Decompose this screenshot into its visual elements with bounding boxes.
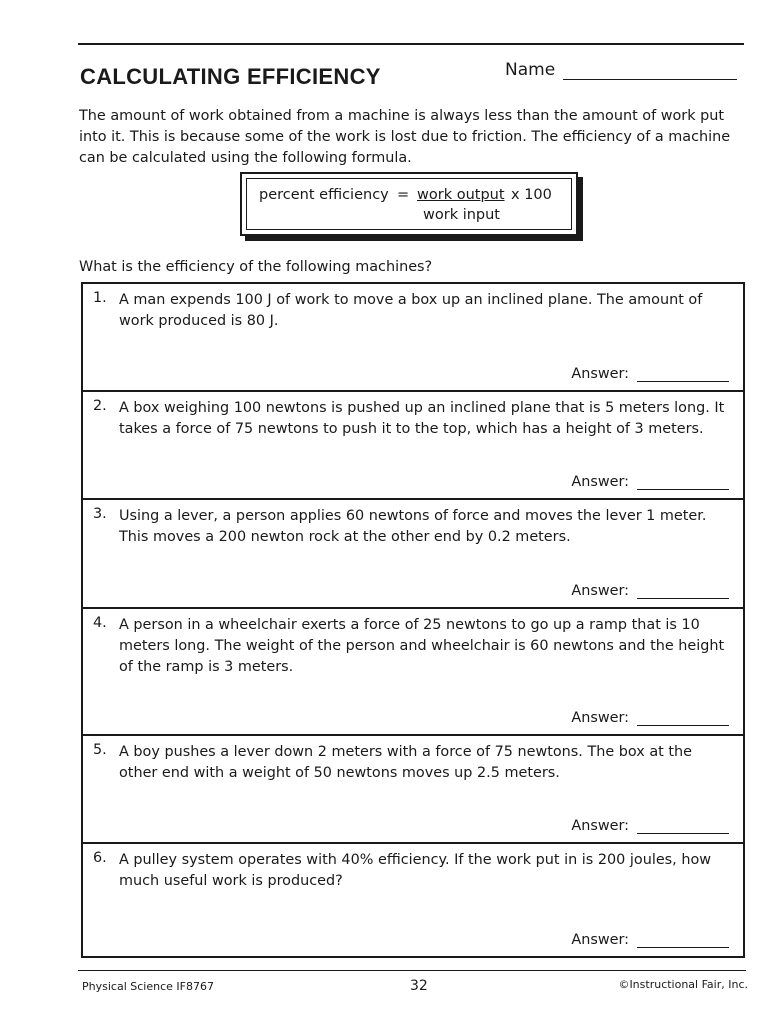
answer-line[interactable]: [637, 584, 729, 599]
answer-field: [571, 583, 729, 599]
answer-label: Answer:: [571, 710, 629, 726]
problem-text: Using a lever, a person applies 60 newtons of force and moves the lever 1 meter. This moves a 200 newton rock at the other end by 0.2 meters.: [119, 508, 707, 545]
problem-2: [83, 392, 743, 500]
formula-denominator: work input: [423, 207, 500, 223]
name-label: Name: [505, 60, 556, 80]
problem-4: [83, 609, 743, 736]
formula-multiplier: x 100: [511, 187, 552, 203]
intro-paragraph: The amount of work obtained from a machine is always less than the amount of work put into it. This is because some of the work is lost due to friction. The efficiency of a machine can be calculated using the following formula.: [79, 108, 731, 166]
formula-equals: =: [397, 187, 410, 203]
answer-label: Answer:: [571, 366, 629, 382]
problem-number: 4.: [93, 615, 107, 631]
answer-label: Answer:: [571, 583, 629, 599]
answer-line[interactable]: [637, 475, 729, 490]
answer-field: [571, 474, 729, 490]
footer-source: Physical Science IF8767: [82, 980, 214, 993]
answer-line[interactable]: [637, 933, 729, 948]
name-input-line[interactable]: [563, 61, 737, 80]
bottom-rule: [78, 970, 746, 971]
problem-number: 6.: [93, 850, 107, 866]
problem-number: 5.: [93, 742, 107, 758]
answer-field: [571, 932, 729, 948]
problem-text: A boy pushes a lever down 2 meters with a force of 75 newtons. The box at the other end with a weight of 50 newtons moves up 2.5 meters.: [119, 744, 693, 781]
problem-5: [83, 736, 743, 844]
problem-number: 1.: [93, 290, 107, 306]
answer-line[interactable]: [637, 819, 729, 834]
page-number: 32: [410, 978, 428, 994]
problem-1: [83, 284, 743, 392]
answer-label: Answer:: [571, 474, 629, 490]
answer-field: [571, 366, 729, 382]
problem-text: A pulley system operates with 40% efficiency. If the work put in is 200 joules, how much useful work is produced?: [119, 852, 712, 889]
problems-table: [81, 282, 745, 958]
footer-copyright: ©Instructional Fair, Inc.: [618, 978, 748, 991]
problem-number: 2.: [93, 398, 107, 414]
question-prompt: What is the efficiency of the following machines?: [79, 259, 433, 275]
problem-3: [83, 500, 743, 609]
problem-text: A man expends 100 J of work to move a box up an inclined plane. The amount of work produced is 80 J.: [119, 292, 703, 329]
problem-6: [83, 844, 743, 956]
formula-inner-border: [246, 178, 572, 230]
top-rule: [78, 43, 744, 45]
problem-text: A box weighing 100 newtons is pushed up an inclined plane that is 5 meters long. It takes a force of 75 newtons to push it to the top, which has a height of 3 meters.: [119, 400, 725, 437]
answer-line[interactable]: [637, 711, 729, 726]
formula-box: [240, 172, 578, 236]
answer-label: Answer:: [571, 932, 629, 948]
formula-lhs: percent efficiency: [259, 187, 389, 203]
answer-label: Answer:: [571, 818, 629, 834]
name-field: [505, 60, 737, 80]
problem-text: A person in a wheelchair exerts a force of 25 newtons to go up a ramp that is 10 meters long. The weight of the person and wheelchair is 60 newtons and the height of the ramp is 3 meters.: [119, 617, 725, 675]
answer-field: [571, 818, 729, 834]
page-title: CALCULATING EFFICIENCY: [80, 64, 381, 89]
formula-numerator: work output: [417, 187, 505, 203]
answer-line[interactable]: [637, 367, 729, 382]
answer-field: [571, 710, 729, 726]
problem-number: 3.: [93, 506, 107, 522]
